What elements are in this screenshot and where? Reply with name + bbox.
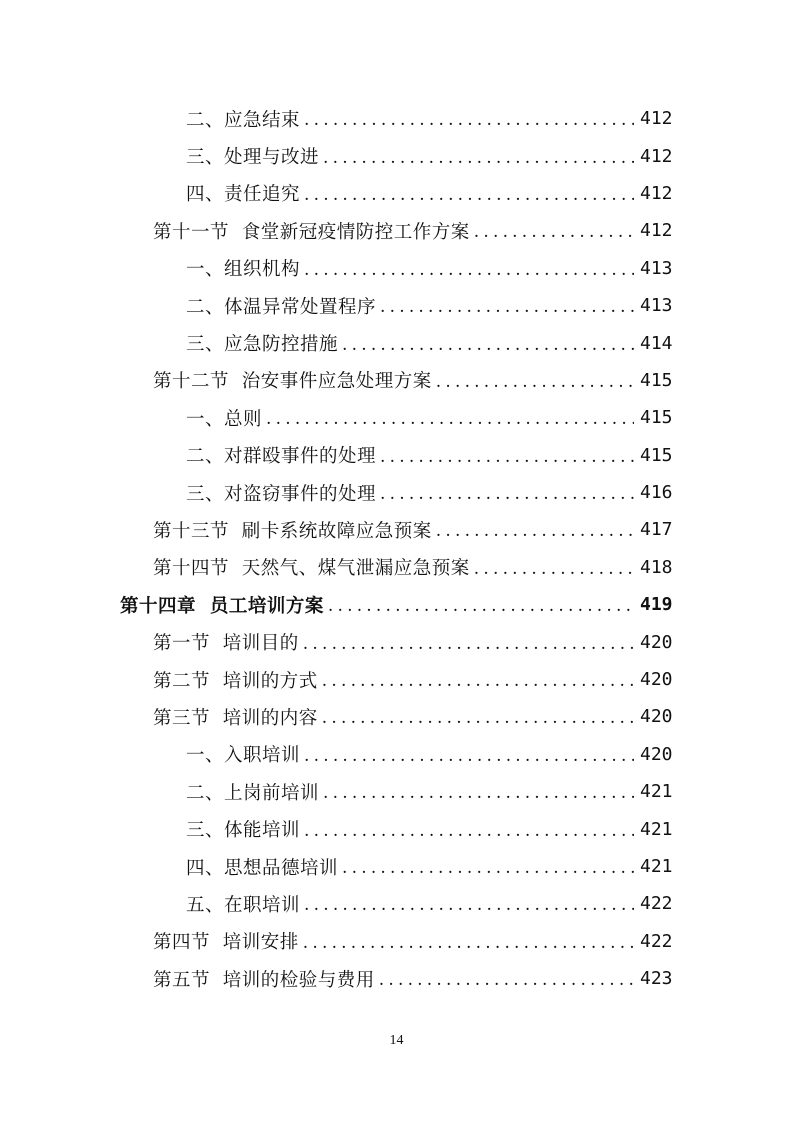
- toc-dot-leader: [474, 557, 634, 578]
- toc-entry-page-number: 418: [640, 556, 673, 578]
- toc-subsection-entry[interactable]: [0, 324, 793, 361]
- toc-dot-leader: [474, 220, 634, 241]
- toc-entry-title: 第三节 培训的内容: [153, 707, 318, 729]
- toc-dot-leader: [323, 146, 634, 167]
- toc-entry-title: 二、对群殴事件的处理: [186, 446, 377, 468]
- toc-subsection-entry[interactable]: [0, 773, 793, 810]
- toc-dot-leader: [266, 407, 634, 428]
- toc-subsection-entry[interactable]: [0, 250, 793, 287]
- toc-dot-leader: [342, 333, 634, 354]
- toc-entry-page-number: 415: [640, 407, 673, 429]
- toc-dot-leader: [303, 632, 634, 653]
- toc-entry-page-number: 420: [640, 631, 673, 653]
- toc-entry-page-number: 420: [640, 669, 673, 691]
- toc-chapter-entry[interactable]: [0, 586, 793, 623]
- toc-entry-title: 四、责任追究: [186, 184, 301, 206]
- toc-entry-title: 三、处理与改进: [186, 147, 320, 169]
- toc-entry-page-number: 422: [640, 930, 673, 952]
- toc-dot-leader: [380, 295, 634, 316]
- toc-section-entry[interactable]: [0, 623, 793, 660]
- toc-entry-title: 第二节 培训的方式: [153, 670, 318, 692]
- toc-dot-leader: [304, 183, 634, 204]
- toc-dot-leader: [328, 594, 634, 615]
- toc-entry-title: 第一节 培训目的: [153, 633, 299, 655]
- toc-entry-title: 三、对盗窃事件的处理: [186, 483, 377, 505]
- toc-entry-page-number: 422: [640, 893, 673, 915]
- toc-entry-title: 第四节 培训安排: [153, 932, 299, 954]
- toc-subsection-entry[interactable]: [0, 848, 793, 885]
- toc-entry-title: 二、上岗前培训: [186, 782, 320, 804]
- toc-subsection-entry[interactable]: [0, 736, 793, 773]
- toc-entry-page-number: 416: [640, 482, 673, 504]
- toc-dot-leader: [322, 706, 634, 727]
- toc-dot-leader: [379, 968, 634, 989]
- toc-entry-page-number: 415: [640, 444, 673, 466]
- toc-entry-title: 第十三节 刷卡系统故障应急预案: [153, 520, 432, 542]
- toc-entry-page-number: 423: [640, 968, 673, 990]
- toc-entry-title: 第十四章 员工培训方案: [120, 595, 324, 617]
- toc-entry-title: 五、在职培训: [186, 894, 301, 916]
- toc-subsection-entry[interactable]: [0, 175, 793, 212]
- toc-entry-page-number: 420: [640, 743, 673, 765]
- toc-entry-page-number: 413: [640, 257, 673, 279]
- toc-dot-leader: [304, 108, 634, 129]
- toc-entry-page-number: 412: [640, 182, 673, 204]
- toc-entry-page-number: 421: [640, 856, 673, 877]
- toc-entry-title: 三、体能培训: [186, 820, 301, 842]
- toc-entry-page-number: 420: [640, 706, 673, 728]
- toc-entry-page-number: 414: [640, 332, 673, 354]
- table-of-contents: [0, 100, 793, 997]
- toc-dot-leader: [380, 445, 634, 466]
- toc-dot-leader: [304, 258, 634, 279]
- toc-entry-page-number: 412: [640, 108, 673, 130]
- toc-entry-title: 一、组织机构: [186, 259, 301, 281]
- toc-subsection-entry[interactable]: [0, 437, 793, 474]
- toc-subsection-entry[interactable]: [0, 474, 793, 511]
- toc-entry-title: 一、入职培训: [186, 745, 301, 767]
- toc-dot-leader: [380, 482, 634, 503]
- toc-section-entry[interactable]: [0, 511, 793, 548]
- toc-entry-page-number: 417: [640, 519, 673, 541]
- toc-entry-title: 第十四节 天然气、煤气泄漏应急预案: [153, 558, 470, 580]
- toc-dot-leader: [323, 781, 634, 802]
- toc-section-entry[interactable]: [0, 549, 793, 586]
- page-number: 14: [389, 1033, 404, 1048]
- toc-subsection-entry[interactable]: [0, 287, 793, 324]
- toc-section-entry[interactable]: [0, 923, 793, 960]
- toc-section-entry[interactable]: [0, 960, 793, 997]
- toc-dot-leader: [303, 931, 634, 952]
- toc-entry-page-number: 413: [640, 295, 673, 317]
- toc-section-entry[interactable]: [0, 362, 793, 399]
- toc-dot-leader: [322, 669, 634, 690]
- toc-subsection-entry[interactable]: [0, 810, 793, 847]
- toc-entry-page-number: 419: [640, 594, 673, 616]
- toc-dot-leader: [304, 744, 634, 765]
- toc-entry-page-number: 421: [640, 781, 673, 803]
- toc-subsection-entry[interactable]: [0, 399, 793, 436]
- toc-dot-leader: [342, 856, 634, 877]
- toc-entry-page-number: 412: [640, 145, 673, 167]
- toc-section-entry[interactable]: [0, 698, 793, 735]
- toc-entry-title: 一、总则: [186, 408, 263, 430]
- toc-entry-title: 四、思想品德培训: [186, 857, 339, 879]
- toc-subsection-entry[interactable]: [0, 100, 793, 137]
- toc-dot-leader: [436, 519, 634, 540]
- toc-entry-title: 第十一节 食堂新冠疫情防控工作方案: [153, 221, 470, 243]
- toc-dot-leader: [304, 819, 634, 840]
- toc-entry-title: 二、应急结束: [186, 109, 301, 131]
- toc-entry-page-number: 412: [640, 220, 673, 242]
- toc-subsection-entry[interactable]: [0, 137, 793, 174]
- toc-entry-page-number: 421: [640, 818, 673, 840]
- toc-entry-page-number: 415: [640, 369, 673, 391]
- toc-entry-title: 二、体温异常处置程序: [186, 296, 377, 318]
- toc-dot-leader: [436, 370, 634, 391]
- toc-section-entry[interactable]: [0, 212, 793, 249]
- toc-entry-title: 第十二节 治安事件应急处理方案: [153, 371, 432, 393]
- toc-section-entry[interactable]: [0, 661, 793, 698]
- toc-dot-leader: [304, 893, 634, 914]
- toc-entry-title: 第五节 培训的检验与费用: [153, 969, 375, 991]
- toc-subsection-entry[interactable]: [0, 885, 793, 922]
- toc-entry-title: 三、应急防控措施: [186, 334, 339, 356]
